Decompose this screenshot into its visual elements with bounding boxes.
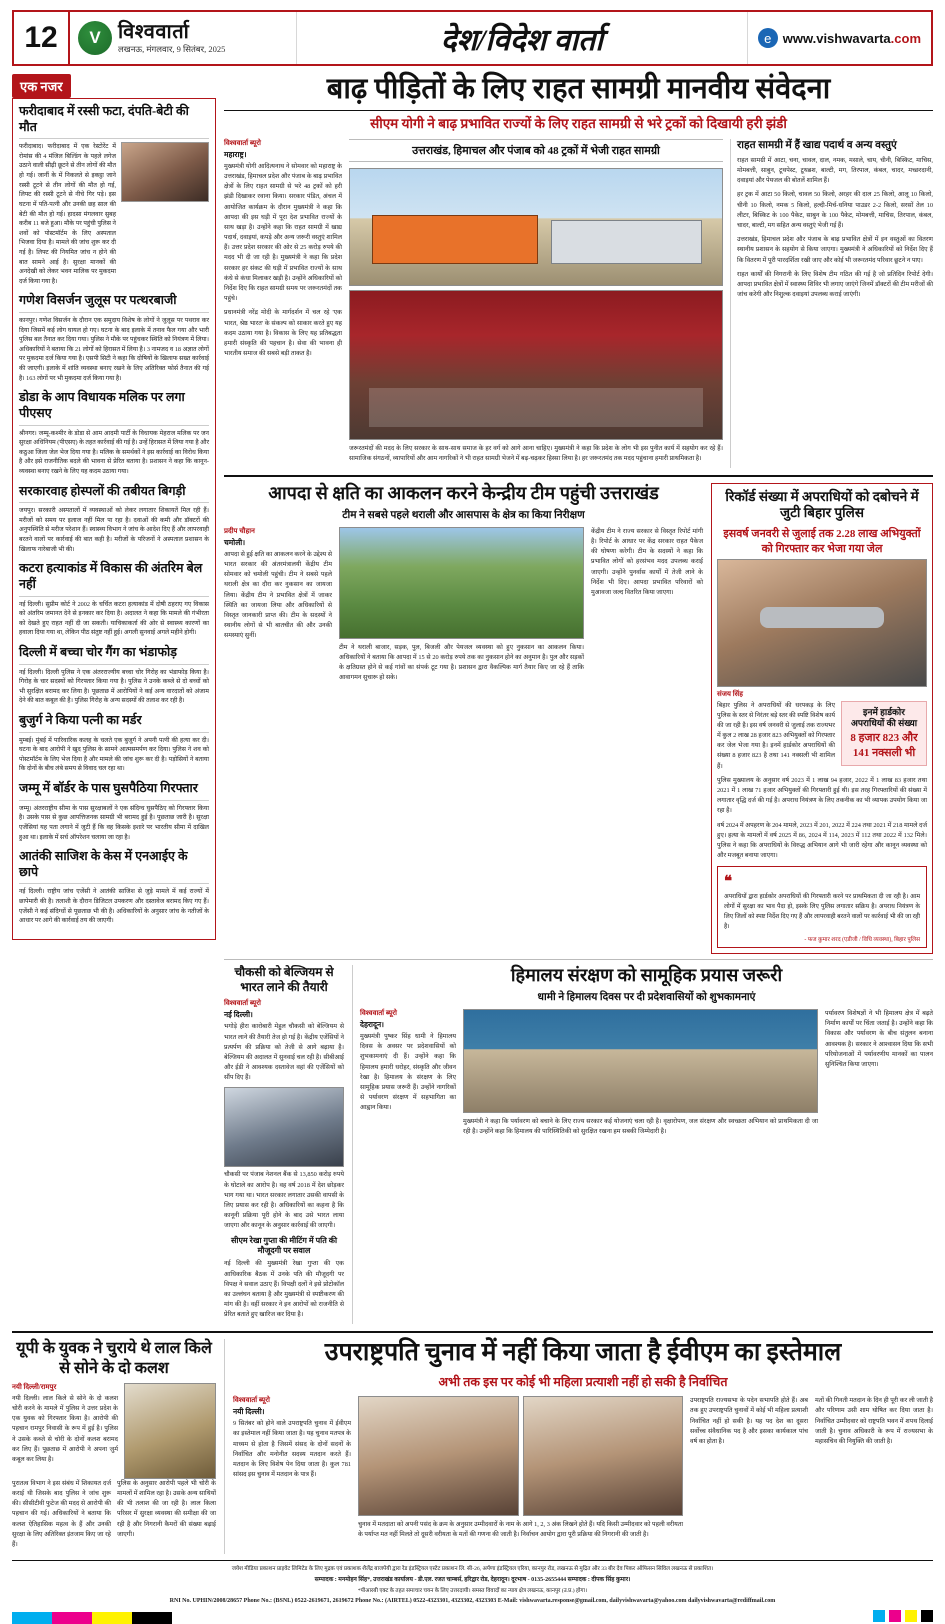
list-item[interactable] (19, 781, 209, 842)
lead-subhead: सीएम योगी ने बाढ़ प्रभावित राज्यों के लिए राहत सामग्री से भरे ट्रकों को दिखायी हरी झंडी (370, 115, 787, 131)
byline: नयी दिल्ली/रामपुर (12, 1382, 57, 1391)
body-paragraph: मुख्यमंत्री ने कहा कि पर्यावरण को बचाने के लिए राज्य सरकार कई योजनाएं चला रही है। वृक्षारोपण, जल संरक्षण और स्वच्छता अभियान को प्राथमिकता दी जा रही है। उन्होंने कहा कि हिमालय की पारिस्थितिकी को सुरक्षित रखना हम सबकी जिम्मेदारी है। (463, 1118, 818, 1136)
byline: विश्ववार्ता ब्यूरो (233, 1396, 270, 1405)
stat-value-secondary: 141 नक्सली भी (852, 746, 916, 759)
list-item[interactable] (19, 104, 209, 286)
list-item[interactable] (19, 484, 209, 555)
chowksi-photo (224, 1087, 344, 1167)
himalaya-meeting-photo (463, 1009, 818, 1113)
lead-strap: उत्तराखंड, हिमाचल और पंजाब को 48 ट्रकों में भेजी राहत सामग्री (349, 139, 723, 162)
story-subhead: टीम ने सबसे पहले थराली और आसपास के क्षेत्र का किया निरीक्षण (342, 509, 585, 521)
cmyk-registration-bar (12, 1612, 172, 1624)
body-paragraph: जरूरतमंदों की मदद के लिए सरकार के साथ-साथ समाज के हर वर्ग को आगे आना चाहिए। मुख्यमंत्री ने कहा कि प्रदेश के लोग भी इस पुनीत कार्य में सहयोग कर रहे हैं। सामाजिक संगठनों, व्यापारियों और आम नागरिकों ने भी राहत सामग्री भेजने में बढ़-चढ़कर हिस्सा लिया है। हर जरूरतमंद तक मदद पहुंचाना हमारी प्राथमिकता है। (349, 444, 723, 462)
footer-imprint-line2: सम्पादक : मनमोहन सिंह*, उत्तराखंड कार्यालय - डी.एल. रजत चाम्बर्स, हरिद्वार रोड, देहरादून। दूरभाष - 0135-2655444 सम्पादक : दीपक सिंह कुमार। (314, 1576, 631, 1583)
brief-text: जम्मू। अंतरराष्ट्रीय सीमा के पास सुरक्षाबलों ने एक संदिग्ध घुसपैठिए को गिरफ्तार किया है। उसके पास से कुछ आपत्तिजनक सामग्री भी बरामद हुई है। पूछताछ जारी है। सुरक्षा एजेंसियां यह पता लगाने में जुटी हैं कि वह किसके इशारे पर भारतीय सीमा में दाखिल हुआ था। इलाके में सर्च ऑपरेशन चलाया जा रहा है। (19, 804, 209, 841)
story-bihar (711, 483, 933, 954)
body-paragraph: बिहार पुलिस ने अपराधियों की धरपकड़ के लिए पुलिस के स्तर से निरंतर बड़े स्तर की स्पष्टि विशेष कार्य की जा रही है। इस वर्ष जनवरी से जुलाई तक राज्यभर में कुल 2 लाख 28 हजार 823 अभियुक्तों को गिरफ्तार कर जेल भेजा गया है। इनमें हार्डकोर अपराधियों की संख्या 8 हजार 823 है तथा 141 नक्सली भी शामिल हैं। (717, 701, 835, 770)
story-subhead: अभी तक इस पर कोई भी महिला प्रत्याशी नहीं हो सकी है निर्वाचित (438, 1375, 728, 1390)
body-paragraph: टीम ने थराली बाजार, सड़क, पुल, बिजली और पेयजल व्यवस्था को हुए नुकसान का आकलन किया। अधिकारियों ने बताया कि आपदा में 15 से 20 करोड़ रुपये तक का नुकसान होने का अनुमान है। पुल और सड़कों के क्षतिग्रस्त होने से कई गांवों का संपर्क टूट गया है। प्रशासन द्वारा वैकल्पिक मार्ग तैयार किए जा रहे हैं ताकि आवागमन सुचारू हो सके। (339, 643, 584, 682)
stat-value-primary: 8 हजार 823 और (850, 731, 918, 744)
brief-text: फरीदाबाद। फरीदाबाद में एक रेस्टोरेंट में रोमांस की 4 मंजिल बिल्डिंग के पहले लगेज उठाने वाली सीढ़ी छूटने से तीन लोगों की मौत हो गई। जानीं के में निकलते से इकट्ठा जाने रस्सी टूटने से तीन लोगों की मौत हो गई, लिफ्ट की रस्सी टूटने से नीचे गिर पड़े। इस घटना में पति-पत्नी और उनकी छह साल की बेटी की मौत हो गई। हादसा मंगलवार सुबह करीब 11 बजे हुआ। मौके पर पहुंची पुलिस ने शवों को पोस्टमॉर्टम के लिए अस्पताल भिजवा दिया है। मामले की जांच शुरू कर दी गई है। लिफ्ट की नियमित जांच न होने की बात सामने आई है। सुरक्षा मानकों की अनदेखी को लेकर भवन मालिक पर मुकदमा दर्ज किया गया है। (19, 143, 116, 285)
brief-title: आतंकी साजिश के केस में एनआईए के छापे (19, 849, 209, 884)
story-headline: चौकसी को बेल्जियम से भारत लाने की तैयारी (234, 965, 334, 995)
brief-title: कटरा हत्याकांड में विकास की अंतरिम बेल नहीं (19, 561, 209, 596)
brief-title: बुजुर्ग ने किया पत्नी का मर्डर (19, 713, 209, 733)
byline: संजय सिंह (717, 689, 743, 698)
dateline: नई दिल्ली। (224, 1010, 253, 1020)
relief-trucks-photo (349, 168, 723, 286)
candidate-portrait-2 (523, 1396, 684, 1516)
story-headline: हिमालय संरक्षण को सामूहिक प्रयास जरूरी (510, 965, 783, 986)
body-paragraph: पुलिस मुख्यालय के अनुसार वर्ष 2023 में 1 लाख 94 हजार, 2022 में 1 लाख 83 हजार तथा 2021 में 1 लाख 71 हजार अभियुक्तों की गिरफ्तारी हुई थी। इस तरह गिरफ्तारियों की संख्या में लगातार वृद्धि दर्ज की गई है। अपराध नियंत्रण के लिए तकनीक का भी व्यापक उपयोग किया जा रहा है। (717, 776, 927, 815)
list-item[interactable] (19, 645, 209, 706)
cm-flagoff-photo (349, 290, 723, 440)
brief-text: मुम्बई। मुंबई में पारिवारिक कलह के चलते एक बुजुर्ग ने अपनी पत्नी की हत्या कर दी। घटना के बाद आरोपी ने खुद पुलिस के सामने आत्मसमर्पण कर दिया। पुलिस ने शव को पोस्टमॉर्टम के लिए भेज दिया है और मामले की जांच शुरू कर दी है। पड़ोसियों ने बताया कि दोनों के बीच लंबे समय से विवाद चल रहा था। (19, 736, 209, 773)
brief-title: डोडा के आप विधायक मलिक पर लगा पीएसए (19, 390, 209, 425)
footer-imprint-line3: *पीआरबी एक्ट के तहत समाचार चयन के लिए उत्तरदायी। समस्त विवादों का न्याय क्षेत्र लखनऊ, कानपुर (उ.प्र.) होगा। (357, 1587, 588, 1594)
byline: प्रदीप चौहान (224, 526, 255, 535)
story-lal-kila (12, 1339, 216, 1554)
body-paragraph: चुनाव में मतदाता को अपनी पसंद के क्रम के अनुसार उम्मीदवारों के नाम के आगे 1, 2, 3 अंक लिखने होते हैं। यदि किसी उम्मीदवार को पहली वरीयता के पर्याप्त मत नहीं मिलते तो दूसरी वरीयता के मतों की गणना की जाती है। निर्वाचन आयोग द्वारा पूरी प्रक्रिया की निगरानी की जाती है। (358, 1521, 683, 1539)
body-paragraph: राहत सामग्री में आटा, चना, चावल, दाल, नमक, मसाले, चाय, चीनी, बिस्किट, माचिस, मोमबत्ती, साबुन, टूथपेस्ट, टूथब्रश, बाल्टी, मग, तिरपाल, कंबल, चादर, मच्छरदानी, दवाइयां और पेयजल की बोतलें शामिल हैं। (737, 156, 933, 185)
candidate-portrait-1 (358, 1396, 519, 1516)
list-item[interactable] (19, 713, 209, 774)
publication-logo (70, 12, 297, 64)
body-paragraph: राहत कार्यों की निगरानी के लिए विशेष टीम गठित की गई है जो प्रतिदिन रिपोर्ट देगी। आपदा प्रभावित क्षेत्रों में स्वास्थ्य शिविर भी लगाए जाएंगे जिनमें डॉक्टरों की टीम मरीजों की जांच करेगी और निशुल्क दवाइयां उपलब्ध कराई जाएंगी। (737, 270, 933, 299)
brief-title: गणेश विसर्जन जुलूस पर पत्थरबाजी (19, 293, 209, 313)
story-headline: आपदा से क्षति का आकलन करने केन्द्रीय टीम पहुंची उत्तराखंड (268, 483, 659, 504)
golden-kalash-photo (124, 1383, 216, 1479)
website-link[interactable] (747, 12, 931, 64)
body-paragraph: नयी दिल्ली। लाल किले से सोने के दो कलश चोरी करने के मामले में पुलिस ने उत्तर प्रदेश के एक युवक को गिरफ्तार किया है। आरोपी की पहचान रामपुर निवासी के रूप में हुई है। पुलिस ने उसके कब्जे से चोरी के दोनों कलश बरामद कर लिए हैं। पूछताछ में आरोपी ने अपना जुर्म कबूल कर लिया है। (12, 1394, 118, 1463)
body-paragraph: पर्यावरण विशेषज्ञों ने भी हिमालय क्षेत्र में बढ़ते निर्माण कार्यों पर चिंता जताई है। उन्होंने कहा कि विकास और पर्यावरण के बीच संतुलन बनाना आवश्यक है। सरकार ने आश्वासन दिया कि सभी परियोजनाओं में पर्यावरणीय मानकों का पालन सुनिश्चित किया जाएगा। (825, 1010, 933, 1068)
brief-text: जयपुर। सरकारी अस्पतालों में व्यवस्थाओं को लेकर लगातार शिकायतें मिल रही हैं। मरीजों को समय पर इलाज नहीं मिल पा रहा है। दवाओं की कमी और डॉक्टरों की अनुपस्थिति से मरीज परेशान हैं। स्वास्थ्य विभाग ने जांच के आदेश दिए हैं और लापरवाही बरतने वालों पर कार्रवाई की बात कही है। मरीजों के परिजनों ने अस्पताल प्रशासन के खिलाफ नारेबाजी भी की। (19, 507, 209, 553)
masthead (12, 10, 933, 66)
story-headline: उपराष्ट्रपति चुनाव में नहीं किया जाता है ईवीएम का इस्तेमाल (324, 1339, 842, 1367)
brief-photo (121, 142, 209, 202)
brief-text: नई दिल्ली। दिल्ली पुलिस ने एक अंतरराज्यीय बच्चा चोर गिरोह का भंडाफोड़ किया है। गिरोह के चार सदस्यों को गिरफ्तार किया गया है। पुलिस ने उनके कब्जे से दो बच्चों को भी सुरक्षित बरामद कर लिया है। पूछताछ में आरोपियों ने कई अन्य वारदातों को अंजाम देने की बात कबूल की है। पुलिस गिरोह के अन्य सदस्यों की तलाश कर रही है। (19, 668, 209, 705)
quote-text: अपराधियों द्वारा हार्डकोर अपराधियों की गिरफ्तारी करने पर प्राथमिकता दी जा रही है। आम लोगों में सुरक्षा का भाव पैदा हो, इसके लिए पुलिस लगातार सक्रिय है। अपराध नियंत्रण के लिए जिलों को स्पष्ट निर्देश दिए गए हैं और लापरवाही बरतने वालों पर कार्रवाई भी की जा रही है। (724, 894, 920, 930)
inspection-team-photo (339, 527, 584, 639)
body-paragraph: आपदा से हुई क्षति का आकलन करने के उद्देश्य से भारत सरकार की अंतरमंत्रालयी केंद्रीय टीम सोमवार को चमोली पहुंची। टीम ने सबसे पहले थराली क्षेत्र का दौरा कर नुकसान का जायजा लिया। केंद्रीय टीम ने प्रभावित क्षेत्रों में जाकर स्थिति का जायजा लिया और अधिकारियों से विस्तृत जानकारी प्राप्त की। टीम के सदस्यों ने स्थानीय लोगों से भी बातचीत की और उनकी समस्याएं सुनीं। (224, 550, 332, 640)
body-paragraph: पुरातत्व विभाग ने इस संबंध में शिकायत दर्ज कराई थी जिसके बाद पुलिस ने जांच शुरू की। सीसीटीवी फुटेज की मदद से आरोपी की पहचान की गई। अधिकारियों ने बताया कि कलश ऐतिहासिक महत्व के हैं और उनकी सुरक्षा के लिए अतिरिक्त इंतजाम किए जा रहे हैं। (12, 1479, 111, 1548)
story-headline: रिकॉर्ड संख्या में अपराधियों को दबोचने में जुटी बिहार पुलिस (725, 489, 919, 521)
logo-edition-date: लखनऊ, मंगलवार, 9 सितंबर, 2025 (118, 44, 226, 55)
byline: विश्ववार्ता ब्यूरो (360, 1009, 397, 1018)
website-url: www.vishwavarta (782, 30, 891, 46)
quote-attribution: - फज कुमार शरद (एडीजी / विधि व्यवस्था), बिहार पुलिस (804, 937, 920, 944)
story-himalaya (352, 965, 933, 1324)
story-sidenote: सीएम रेखा गुप्ता की मीटिंग में पति की मौजूदगी पर सवाल (230, 1235, 338, 1255)
body-paragraph: उत्तराखंड, हिमाचल प्रदेश और पंजाब के बाढ़ प्रभावित क्षेत्रों में इन वस्तुओं का वितरण स्थानीय प्रशासन के सहयोग से किया जाएगा। मुख्यमंत्री ने अधिकारियों को निर्देश दिए हैं कि वितरण में पूरी पारदर्शिता रखी जाए और कोई भी जरूरतमंद परिवार छूटने न पाए। (737, 236, 933, 264)
page-title: देश/विदेश वार्ता (440, 23, 603, 57)
body-paragraph: चौकसी पर पंजाब नेशनल बैंक से 13,850 करोड़ रुपये के घोटाले का आरोप है। वह वर्ष 2018 में देश छोड़कर भाग गया था। भारत सरकार लगातार उसकी वापसी के लिए प्रयास कर रही है। अधिकारियों का कहना है कि कानूनी प्रक्रिया पूरी होने के बाद उसे भारत लाया जाएगा और कानून के अनुसार कार्रवाई की जाएगी। (224, 1171, 344, 1230)
brief-text: श्रीनगर। जम्मू-कश्मीर के डोडा से आम आदमी पार्टी के विधायक मेहराज मलिक पर जन सुरक्षा अधिनियम (पीएसए) के तहत कार्रवाई की गई है। उन्हें हिरासत में लिया गया है और कठुआ जिला जेल भेज दिया गया है। मलिक के समर्थकों ने इस कार्रवाई का विरोध किया है और इसे राजनीतिक बदले की भावना से प्रेरित बताया है। प्रशासन ने कहा कि कानून-व्यवस्था बनाए रखने के लिए यह कदम उठाया गया। (19, 429, 210, 475)
footer-contact-line: RNI No. UPHIN/2008/28657 Phone No.: (BSNL) 0522-2619671, 2619672 Phone No.: (AIRTEL) 0522-4323301, 4323302, 4323303 E-Mail: vishwavarta.response@gmail.com, dailyvishwavarta@yahoo.com dailyvishwavarta@rediffmail.com (169, 1597, 776, 1604)
dateline: चमोली। (224, 537, 246, 547)
logo-title: विश्ववार्ता (118, 21, 190, 44)
body-paragraph: पुलिस के अनुसार आरोपी पहले भी चोरी के मामलों में शामिल रहा है। उसके अन्य साथियों की भी तलाश की जा रही है। लाल किला परिसर में सुरक्षा व्यवस्था की समीक्षा की जा रही है और निगरानी कैमरों की संख्या बढ़ाई जाएगी। (117, 1479, 216, 1538)
byline: विश्ववार्ता ब्यूरो (224, 138, 261, 147)
body-paragraph: उपराष्ट्रपति राज्यसभा के पदेन सभापति होते हैं। अब तक हुए उपराष्ट्रपति चुनावों में कोई भी महिला प्रत्याशी निर्वाचित नहीं हो सकी है। यह पद देश का दूसरा सर्वोच्च संवैधानिक पद है और इसका कार्यकाल पांच वर्ष का होता है। (690, 1397, 808, 1445)
sidebar-ek-nazar (12, 74, 216, 1324)
body-paragraph: 9 सितंबर को होने वाले उपराष्ट्रपति चुनाव में ईवीएम का इस्तेमाल नहीं किया जाता है। यह चुनाव मतपत्र के माध्यम से होता है जिसमें संसद के दोनों सदनों के निर्वाचित और मनोनीत सदस्य मतदान करते हैं। मतदान के लिए विशेष पेन दिया जाता है। कुल 781 सांसद इस चुनाव में मतदान के पात्र हैं। (233, 1420, 351, 1479)
brief-title: सरकारवाह होस्पलों की तबीयत बिगड़ी (19, 484, 209, 504)
stat-highlight-box (841, 701, 927, 766)
handcuffs-photo (717, 559, 927, 687)
dateline: महाराष्ट्र। (224, 149, 247, 159)
story-uttarakhand (224, 483, 703, 954)
body-paragraph: प्रधानमंत्री नरेंद्र मोदी के मार्गदर्शन में चल रहे 'एक भारत, श्रेष्ठ भारत' के संकल्प को साकार करते हुए यह कदम उठाया गया है। विकास के लिए यह प्रतिबद्धता हमारी संस्कृति की पहचान है। सेवा की भावना ही भारतीय समाज की सबसे बड़ी ताकत है। (224, 309, 342, 358)
dateline: नयी दिल्ली। (233, 1407, 265, 1417)
footer-imprint-line1: जयेश मीडिया प्रकाशन प्राइवेट लिमिटेड के लिए मुद्रक एवं प्रकाशक शैलेंद्र बाजपेयी द्वारा रेड इंडस्ट्रियल एस्टेट प्रकाशन लि. सी-26, अर्पणा इंडस्ट्रियल एरिया, कानपुर रोड, लखनऊ से मुद्रित और 33 बीर देव पिकर ऑफिसन सिविल लखनऊ से प्रकाशित। (231, 1566, 714, 1573)
brief-title: फरीदाबाद में रस्सी फटा, दंपति-बेटी की मौत (19, 104, 209, 139)
body-paragraph: भगोड़े हीरा कारोबारी मेहुल चौकसी को बेल्जियम से भारत लाने की तैयारी तेज हो गई है। केंद्रीय एजेंसियों ने प्रत्यर्पण की प्रक्रिया को तेजी से आगे बढ़ाया है। बेल्जियम की अदालत में सुनवाई चल रही है। सीबीआई और ईडी ने आवश्यक दस्तावेज वहां की एजेंसियों को सौंप दिए हैं। (224, 1023, 344, 1082)
story-headline: यूपी के युवक ने चुराये थे लाल किले से सोने के दो कलश (16, 1340, 212, 1377)
body-paragraph: हर ट्रक में आटा 50 किलो, चावल 50 किलो, अरहर की दाल 25 किलो, आलू 10 किलो, चीनी 10 किलो, नमक 5 किलो, हल्दी-मिर्च-धनिया पाउडर 2-2 किलो, सरसों तेल 10 लीटर, बिस्किट के 100 पैकेट, साबुन के 100 पैकेट, मोमबत्ती, माचिस, तिरपाल, कंबल, चादर, बाल्टी, मग सहित अन्य वस्तुएं भेजी गई हैं। (737, 191, 933, 230)
list-item[interactable] (19, 849, 209, 926)
sidebar-header: एक नजर (12, 74, 71, 98)
sidebox-heading: राहत सामग्री में हैं खाद्य पदार्थ व अन्य वस्तुएं (737, 139, 897, 151)
list-item[interactable] (19, 561, 209, 638)
lead-story (224, 74, 933, 468)
brief-title: जम्मू में बॉर्डर के पास घुसपैठिया गिरफ्तार (19, 781, 209, 801)
body-paragraph: मतों की गिनती मतदान के दिन ही पूरी कर ली जाती है और परिणाम उसी शाम घोषित कर दिया जाता है। निर्वाचित उम्मीदवार को राष्ट्रपति भवन में शपथ दिलाई जाती है। चुनाव अधिकारी के रूप में राज्यसभा के महासचिव की नियुक्ति की जाती है। (815, 1397, 933, 1445)
story-chowksi (224, 965, 344, 1324)
brief-text: नई दिल्ली। सुप्रीम कोर्ट ने 2002 के चर्चित कटरा हत्याकांड में दोषी ठहराए गए विकास को अंतरिम जमानत देने से इनकार कर दिया है। अदालत ने कहा कि मामले की गंभीरता को देखते हुए राहत नहीं दी जा सकती। याचिकाकर्ता की ओर से स्वास्थ्य कारणों का हवाला दिया गया था, लेकिन पीठ संतुष्ट नहीं हुई। अगली सुनवाई अगले महीने होगी। (19, 600, 209, 637)
story-vice-president-election (224, 1339, 933, 1554)
list-item[interactable] (19, 390, 209, 476)
e-badge-icon: e (758, 28, 778, 48)
brief-text: कानपुर। गणेश विसर्जन के दौरान एक समुदाय विशेष के लोगों ने जुलूस पर पथराव कर दिया जिसमें कई लोग घायल हो गए। घटना के बाद इलाके में तनाव फैल गया और भारी पुलिस बल तैनात कर दिया गया। पुलिस ने मौके पर पहुंचकर स्थिति को नियंत्रण में लिया। अधिकारियों ने बताया कि 21 लोगों को हिरासत में लिया है। 3 नामजद व 18 अज्ञात लोगों पर मुकदमा दर्ज किया गया है। एसपी सिटी ने कहा कि दोषियों के खिलाफ सख्त कार्रवाई की जाएगी। इलाके में शांति व्यवस्था बनाए रखने के लिए अतिरिक्त फोर्स तैनात की गई है। 163 लोगों पर भी मुकदमा दर्ज किया गया है। (19, 317, 209, 382)
dateline: देहरादून। (360, 1020, 384, 1030)
footer (12, 1560, 933, 1624)
body-paragraph: मुख्यमंत्री योगी आदित्यनाथ ने सोमवार को महाराष्ट्र के उत्तराखंड, हिमाचल प्रदेश और पंजाब के बाढ़ प्रभावित क्षेत्रों के लिए राहत सामग्री से भरे 48 ट्रकों को हरी झंडी दिखाकर रवाना किया। सरकार पंडित, अंचल में आयोजित कार्यक्रम के दौरान मुख्यमंत्री ने कहा कि आपदा की इस घड़ी में पूरा देश प्रभावित राज्यों के साथ खड़ा है। उन्होंने कहा कि राहत सामग्री में खाद्य पदार्थ, दवाइयां, कपड़े और अन्य जरूरी वस्तुएं शामिल हैं। उत्तर प्रदेश सरकार की ओर से 25 करोड़ रुपये की मदद भी दी जा रही है। मुख्यमंत्री ने कहा कि प्रदेश सरकार हर संकट की घड़ी में प्रभावित राज्यों के साथ कंधे से कंधा मिलाकर खड़ी है। उन्होंने अधिकारियों को निर्देश दिए कि राहत सामग्री समय पर जरूरतमंदों तक पहुंचे। (224, 162, 342, 303)
byline: विश्ववार्ता ब्यूरो (224, 999, 261, 1008)
color-registration-marks (873, 1610, 933, 1622)
stat-label: इनमें हार्डकोर अपराधियों की संख्या (850, 706, 918, 729)
logo-icon: V (78, 21, 112, 55)
page-number: 12 (14, 12, 70, 64)
brief-title: दिल्ली में बच्चा चोर गैंग का भंडाफोड़ (19, 645, 209, 665)
body-paragraph: नई दिल्ली की मुख्यमंत्री रेखा गुप्ता की एक आधिकारिक बैठक में उनके पति की मौजूदगी पर विपक्ष ने सवाल उठाए हैं। विपक्षी दलों ने इसे प्रोटोकॉल का उल्लंघन बताया है और मुख्यमंत्री से स्पष्टीकरण की मांग की है। वहीं सरकार ने इन आरोपों को राजनीति से प्रेरित बताते हुए खारिज कर दिया है। (224, 1260, 344, 1319)
body-paragraph: वर्ष 2024 में अपहरण के 204 मामले, 2023 में 201, 2022 में 224 तथा 2021 में 218 मामले दर्ज हुए। हत्या के मामलों में वर्ष 2025 में 86, 2024 में 114, 2023 में 112 तथा 2022 में 132 मिले। पुलिस ने कहा कि अपराधियों के विरुद्ध अभियान आगे भी जारी रहेगा और कानून व्यवस्था को और मजबूत बनाया जाएगा। (717, 821, 927, 860)
website-tld: .com (890, 30, 921, 46)
story-subhead: इसवर्ष जनवरी से जुलाई तक 2.28 लाख अभियुक्तों को गिरफ्तार कर भेजा गया जेल (723, 527, 921, 555)
story-subhead: धामी ने हिमालय दिवस पर दी प्रदेशवासियों को शुभकामनाएं (537, 992, 756, 1004)
body-paragraph: मुख्यमंत्री पुष्कर सिंह धामी ने हिमालय दिवस के अवसर पर प्रदेशवासियों को शुभकामनाएं दी हैं। उन्होंने कहा कि हिमालय हमारी धरोहर, संस्कृति और जीवन रेखा है। हिमालय के संरक्षण के लिए सामूहिक प्रयास जरूरी हैं। उन्होंने नागरिकों से पर्यावरण संरक्षण में सहभागिता का आह्वान किया। (360, 1033, 456, 1112)
lead-headline: बाढ़ पीड़ितों के लिए राहत सामग्री मानवीय संवेदना (224, 74, 933, 111)
quote-mark-icon: ❝ (724, 874, 733, 891)
list-item[interactable] (19, 293, 209, 383)
body-paragraph: केंद्रीय टीम ने राज्य सरकार से विस्तृत रिपोर्ट मांगी है। रिपोर्ट के आधार पर केंद्र सरकार राहत पैकेज की घोषणा करेगी। टीम के सदस्यों ने कहा कि प्रभावित लोगों को हरसंभव मदद उपलब्ध कराई जाएगी। उन्होंने पुनर्वास कार्यों में तेजी लाने के निर्देश भी दिए। आपदा प्रभावित परिवारों को मुआवजा जल्द वितरित किया जाएगा। (591, 527, 703, 596)
quote-box (717, 866, 927, 948)
brief-text: नई दिल्ली। राष्ट्रीय जांच एजेंसी ने आतंकी साजिश से जुड़े मामले में कई राज्यों में छापेमारी की है। तलाशी के दौरान डिजिटल उपकरण और दस्तावेज बरामद किए गए हैं। एजेंसी ने कई संदिग्धों से पूछताछ भी की है। अधिकारियों के अनुसार जांच के नतीजों के आधार पर आगे की कार्रवाई तय की जाएगी। (19, 888, 209, 925)
